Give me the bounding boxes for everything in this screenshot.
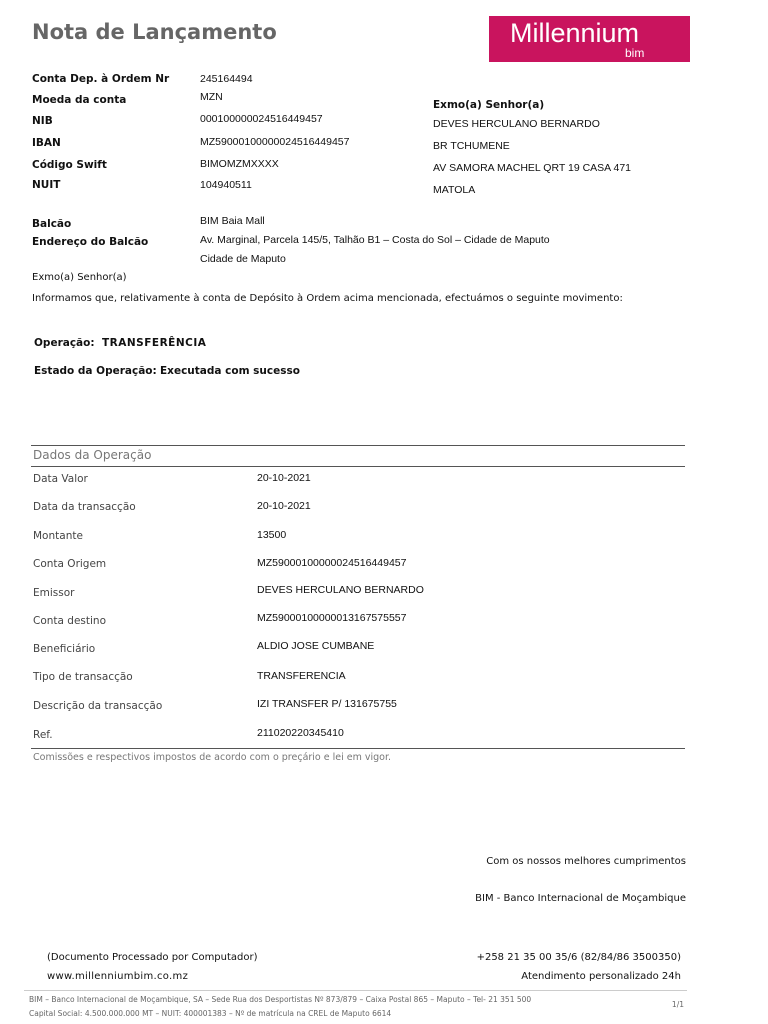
footer-legal-line1: BIM – Banco Internacional de Moçambique, SA – Sede Rua dos Desportistas Nº 873/879 – Caixa Postal 865 – Maputo – Tel- 21 351 500 [29, 995, 532, 1004]
section-top-rule [31, 445, 685, 446]
swift-value: BIMOMZMXXXX [200, 158, 279, 170]
row-label-montante: Montante [33, 530, 83, 542]
row-value-tipo-transaccao: TRANSFERENCIA [257, 670, 346, 682]
row-label-beneficiario: Beneficiário [33, 643, 96, 655]
row-label-data-transaccao: Data da transacção [33, 501, 136, 513]
section-header-rule [31, 466, 685, 467]
row-value-conta-destino: MZ59000100000013167575557 [257, 612, 407, 624]
account-number-label: Conta Dep. à Ordem Nr [32, 73, 170, 85]
row-label-tipo-transaccao: Tipo de transacção [33, 671, 133, 683]
row-label-emissor: Emissor [33, 587, 75, 599]
account-number-value: 245164494 [200, 73, 253, 85]
row-value-data-valor: 20-10-2021 [257, 472, 311, 484]
branch-address-line1: Av. Marginal, Parcela 145/5, Talhão B1 – Costa do Sol – Cidade de Maputo [200, 234, 550, 246]
currency-label: Moeda da conta [32, 94, 127, 106]
row-value-descricao: IZI TRANSFER P/ 131675755 [257, 698, 397, 710]
recipient-area: BR TCHUMENE [433, 140, 510, 152]
branch-label: Balcão [32, 218, 72, 230]
row-label-data-valor: Data Valor [33, 473, 88, 485]
section-bottom-rule [31, 748, 685, 749]
row-label-descricao: Descrição da transacção [33, 700, 163, 712]
row-value-conta-origem: MZ59000100000024516449457 [257, 557, 407, 569]
closing-bank: BIM - Banco Internacional de Moçambique [475, 893, 686, 904]
page-number: 1/1 [671, 1000, 684, 1009]
operation-status-value: Executada com sucesso [160, 365, 300, 377]
operation-type-value: TRANSFERÊNCIA [102, 337, 207, 349]
branch-address-line2: Cidade de Maputo [200, 253, 286, 265]
operation-status-label: Estado da Operação: [34, 365, 157, 377]
row-value-montante: 13500 [257, 529, 287, 541]
currency-value: MZN [200, 91, 223, 103]
fees-note: Comissões e respectivos impostos de acordo com o preçário e lei em vigor. [33, 752, 392, 763]
document-title: Nota de Lançamento [32, 20, 277, 44]
nuit-value: 104940511 [200, 179, 252, 191]
closing-regards: Com os nossos melhores cumprimentos [486, 856, 686, 867]
row-label-conta-origem: Conta Origem [33, 558, 107, 570]
footer-service: Atendimento personalizado 24h [521, 971, 681, 982]
nib-label: NIB [32, 115, 53, 127]
footer-divider [24, 990, 687, 991]
intro-text: Informamos que, relativamente à conta de Depósito à Ordem acima mencionada, efectuámos o seguinte movimento: [32, 293, 623, 304]
footer-phone: +258 21 35 00 35/6 (82/84/86 3500350) [476, 952, 681, 963]
row-value-data-transaccao: 20-10-2021 [257, 500, 311, 512]
recipient-city: MATOLA [433, 184, 476, 196]
row-label-conta-destino: Conta destino [33, 615, 107, 627]
footer-legal-line2: Capital Social: 4.500.000.000 MT – NUIT: 400001383 – Nº de matrícula na CREL de Maputo 6614 [29, 1009, 392, 1018]
millennium-bim-logo [489, 16, 690, 62]
recipient-name: DEVES HERCULANO BERNARDO [433, 118, 600, 130]
branch-address-label: Endereço do Balcão [32, 236, 149, 248]
row-value-beneficiario: ALDIO JOSE CUMBANE [257, 640, 375, 652]
nib-value: 000100000024516449457 [200, 113, 323, 125]
logo-main-text: Millennium [510, 18, 640, 48]
iban-value: MZ59000100000024516449457 [200, 136, 350, 148]
row-value-ref: 211020220345410 [257, 727, 344, 739]
branch-value: BIM Baia Mall [200, 215, 265, 227]
nuit-label: NUIT [32, 179, 61, 191]
processed-notice: (Documento Processado por Computador) [47, 952, 258, 963]
row-value-emissor: DEVES HERCULANO BERNARDO [257, 584, 424, 596]
logo-sub-text: bim [625, 46, 645, 60]
operation-type-label: Operação: [34, 337, 95, 349]
recipient-salutation: Exmo(a) Senhor(a) [433, 99, 545, 111]
swift-label: Código Swift [32, 159, 107, 171]
iban-label: IBAN [32, 137, 61, 149]
greeting: Exmo(a) Senhor(a) [32, 272, 127, 283]
recipient-address: AV SAMORA MACHEL QRT 19 CASA 471 [433, 162, 632, 174]
footer-website[interactable]: www.millenniumbim.co.mz [47, 971, 189, 982]
row-label-ref: Ref. [33, 729, 53, 741]
section-title: Dados da Operação [33, 448, 152, 462]
